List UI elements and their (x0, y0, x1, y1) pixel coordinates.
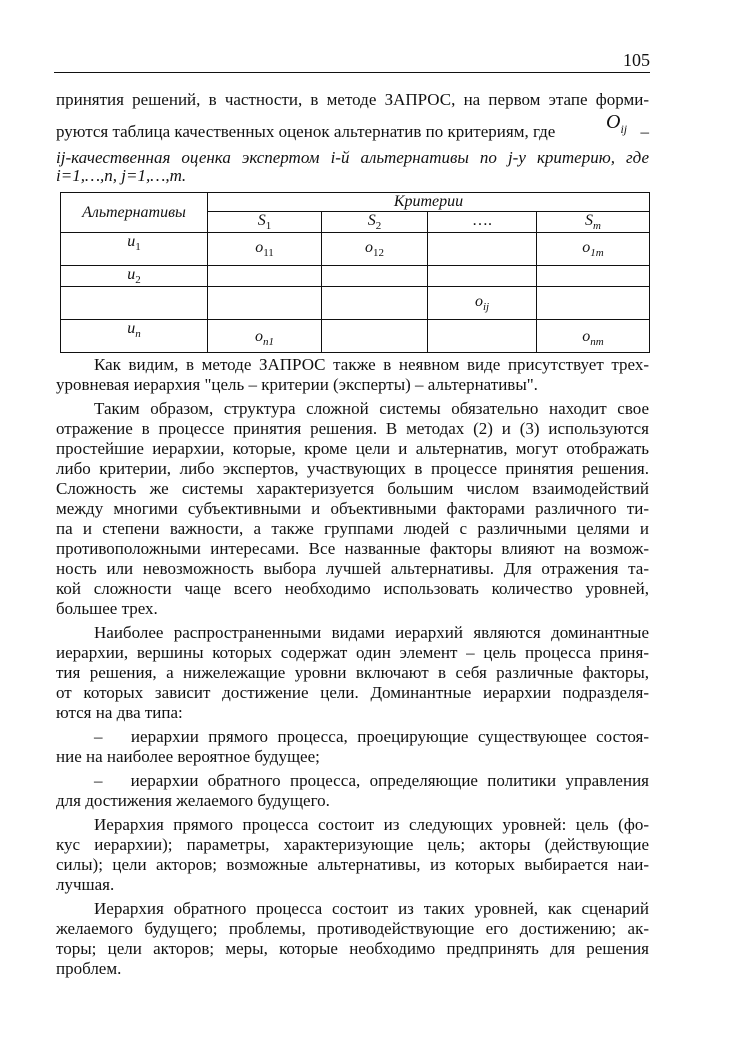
table-cell (537, 320, 650, 353)
cell-sub: ij (482, 301, 490, 314)
criterion-sub: 1 (265, 220, 272, 233)
text-line: иерархии, вершины которых содержат один элемент – цель процесса приня- (56, 643, 649, 662)
paragraph (56, 355, 649, 395)
text-line: па и степени важности, а также группами людей с различными целями и (56, 519, 649, 538)
text-line: большее трех. (56, 599, 158, 618)
alt-base: u (127, 266, 136, 284)
intro-line-text: руются таблица качественных оценок альтернатив по критериям, где (56, 122, 556, 141)
table-cell (322, 320, 428, 353)
text-line: – иерархии обратного процесса, определяющие политики управления (94, 771, 649, 790)
table-cell (322, 266, 428, 287)
cell-base: o (255, 328, 263, 346)
table-cell (428, 287, 537, 320)
table-row (61, 233, 650, 266)
paragraph (56, 815, 649, 895)
text-line: – иерархии прямого процесса, проецирующие существующее состоя- (94, 727, 649, 746)
intro-line: принятия решений, в частности, в методе ЗАПРОС, на первом этапе форми- (56, 90, 649, 109)
list-item (56, 771, 649, 811)
cell-sub: 11 (263, 247, 274, 260)
table-cell (208, 320, 322, 353)
evaluation-table (60, 192, 650, 353)
cell-base: o (582, 328, 591, 346)
alt-sub: 2 (135, 274, 141, 287)
oij-symbol (606, 112, 627, 139)
text-line: противоположными интересами. Все названные факторы влияют на возмож- (56, 539, 649, 558)
text-line: между многими субъективными и объективными факторами различного ти- (56, 499, 649, 518)
intro-dash: – (640, 122, 649, 141)
text-line: кой сложности чаще всего необходимо использовать количество уровней, (56, 579, 649, 598)
text-line: ние на наиболее вероятное будущее; (56, 747, 320, 766)
text-line: либо критерии, либо экспертов, участвующих в процессе принятия решения. (56, 459, 649, 478)
alternative-label (61, 320, 208, 353)
table-cell (322, 233, 428, 266)
table-cell (537, 266, 650, 287)
body-text (56, 355, 649, 979)
criterion-header (208, 212, 322, 233)
table-row (61, 320, 650, 353)
text-line: Как видим, в методе ЗАПРОС также в неявном виде присутствует трех- (94, 355, 649, 374)
table-cell (208, 233, 322, 266)
text-line: лучшая. (56, 875, 115, 894)
intro-line (56, 111, 649, 142)
text-line: проблем. (56, 959, 122, 978)
cell-base: o (255, 239, 264, 257)
cell-base: o (582, 239, 591, 257)
intro-line (56, 148, 649, 168)
text-line: ность или невозможность выбора лучшей альтернативы. Для отражения та- (56, 559, 649, 578)
text-line: торы; цели акторов; меры, которые необходимо предпринять для решения (56, 939, 649, 958)
table-cell (208, 266, 322, 287)
text-line: простейшие иерархии, которые, кроме цели и альтернатив, могут отображать (56, 439, 649, 458)
text-line: тия решения, а нижележащие уровни включают в себя различные факторы, (56, 663, 649, 682)
alternative-label (61, 287, 208, 320)
criterion-sub: m (593, 220, 601, 233)
text-line: кус иерархии); параметры, характеризующие цель; акторы (действующие (56, 835, 649, 854)
header-rule (54, 72, 650, 73)
text-line: Иерархия обратного процесса состоит из таких уровней, как сценарий (94, 899, 649, 918)
text-line: Иерархия прямого процесса состоит из следующих уровней: цель (фо- (94, 815, 649, 834)
criterion-base: S (585, 212, 594, 229)
oij-symbol-sub: ij (620, 122, 628, 136)
cell-base: o (365, 239, 373, 257)
table-cell (537, 287, 650, 320)
intro-line (56, 168, 649, 183)
table-cell (428, 320, 537, 353)
cell-sub: 1m (590, 247, 604, 260)
text-line: силы); цели акторов; возможные альтернативы, из которых выбирается наи- (56, 855, 649, 874)
cell-sub: 12 (373, 247, 384, 260)
alternatives-header: Альтернативы (61, 193, 208, 233)
alt-sub: n (135, 328, 141, 341)
table-row (61, 266, 650, 287)
criterion-header (537, 212, 650, 233)
alternative-label (61, 233, 208, 266)
table-cell (208, 287, 322, 320)
text-line: для достижения желаемого будущего. (56, 791, 330, 810)
alt-base: u (127, 320, 136, 338)
alt-sub: 1 (135, 241, 141, 254)
criterion-header (322, 212, 428, 233)
text-line: уровневая иерархия "цель – критерии (эксперты) – альтернативы". (56, 375, 538, 394)
text-line: Наиболее распространенными видами иерархий являются доминантные (94, 623, 649, 642)
table-cell (322, 287, 428, 320)
table-row (61, 287, 650, 320)
table-cell (428, 233, 537, 266)
text-line: желаемого будущего; проблемы, противодействующие его достижению; ак- (56, 919, 649, 938)
table-cell (428, 266, 537, 287)
paragraph (56, 623, 649, 723)
criterion-header (428, 212, 537, 233)
criterion-base: S (367, 212, 376, 229)
criterion-base: …. (472, 212, 492, 229)
cell-sub: nm (590, 336, 604, 349)
paragraph (56, 399, 649, 619)
list-item (56, 727, 649, 767)
text-line: Сложность же системы характеризуется большим числом взаимодействий (56, 479, 649, 498)
intro-line-text: ij-качественная оценка экспертом i-й альтернативы по j-у критерию, где (56, 148, 649, 167)
alternative-label (61, 266, 208, 287)
text-line: от которых зависит достижение цели. Доминантные иерархии подразделя- (56, 683, 649, 702)
page-number: 105 (623, 50, 650, 70)
criterion-sub: 2 (375, 220, 382, 233)
intro-paragraph (56, 90, 649, 183)
cell-base: o (474, 293, 483, 311)
criterion-base: S (257, 212, 266, 229)
text-line: ются на два типа: (56, 703, 183, 722)
table-cell (537, 233, 650, 266)
cell-sub: n1 (263, 336, 274, 349)
paragraph (56, 899, 649, 979)
text-line: отражение в процессе принятия решения. В методах (2) и (3) используются (56, 419, 649, 438)
oij-symbol-base: O (606, 111, 621, 133)
intro-line-text: i=1,…,n, j=1,…,m. (56, 166, 187, 185)
alt-base: u (127, 233, 136, 251)
criteria-header: Критерии (208, 193, 650, 212)
text-line: Таким образом, структура сложной системы обязательно находит свое (94, 399, 649, 418)
